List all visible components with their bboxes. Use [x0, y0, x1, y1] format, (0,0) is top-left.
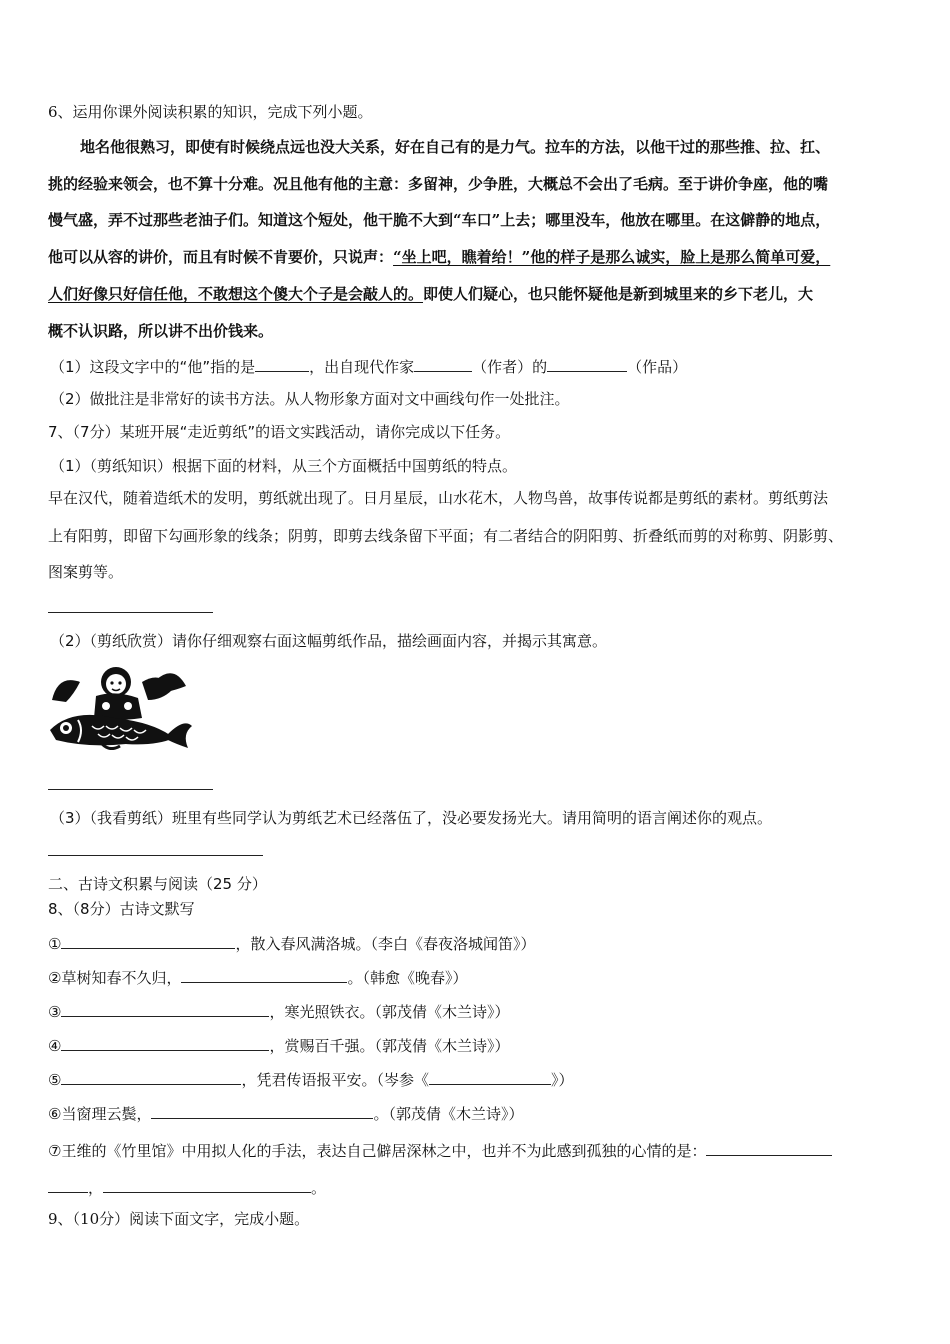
q8-item-text: ⑥当窗理云鬓， — [48, 1105, 152, 1123]
answer-line[interactable] — [48, 855, 263, 856]
q8-heading: 8、（8分）古诗文默写 — [48, 900, 195, 918]
q8-item-3 — [48, 1000, 509, 1023]
q8-item-text: ，赏赐百千强。（郭茂倩《木兰诗》） — [269, 1037, 510, 1055]
q8-item-text: ⑦王维的《竹里馆》中用拟人化的手法，表达自己僻居深林之中，也并不为此感到孤独的心情的是： — [48, 1142, 707, 1160]
answer-blank[interactable] — [547, 355, 627, 372]
q8-item-2 — [48, 966, 467, 989]
answer-blank[interactable] — [61, 932, 235, 949]
q8-item-text: ，寒光照铁衣。（郭茂倩《木兰诗》） — [269, 1003, 510, 1021]
q7-sub1: （1）（剪纸知识）根据下面的材料，从三个方面概括中国剪纸的特点。 — [50, 457, 518, 475]
q7-sub2: （2）（剪纸欣赏）请你仔细观察右面这幅剪纸作品，描绘画面内容，并揭示其寓意。 — [50, 632, 608, 650]
section2-heading: 二、古诗文积累与阅读（25 分） — [48, 875, 267, 893]
answer-line[interactable] — [48, 789, 213, 790]
q6-heading: 6、运用你课外阅读积累的知识，完成下列小题。 — [48, 103, 373, 121]
q8-item-text: ②草树知春不久归， — [48, 969, 182, 987]
q8-item-text: ⑤ — [48, 1071, 62, 1089]
q6-passage-line — [48, 246, 830, 268]
q6-sub1-text: （作者）的 — [472, 358, 548, 376]
q6-sub1-text: （1）这段文字中的“他”指的是 — [50, 358, 256, 376]
q8-item-text: ， — [88, 1179, 104, 1197]
q6-passage-text: 他可以从容的讲价，而且有时候不肯要价，只说声： — [48, 248, 394, 266]
papercut-fish-child-icon — [44, 660, 194, 750]
q7-material-line: 图案剪等。 — [48, 563, 124, 581]
q9-heading: 9、（10分）阅读下面文字，完成小题。 — [48, 1210, 310, 1228]
answer-blank[interactable] — [255, 355, 309, 372]
answer-blank[interactable] — [48, 1176, 88, 1193]
q8-item-text: 》） — [550, 1071, 574, 1089]
q7-sub3: （3）（我看剪纸）班里有些同学认为剪纸艺术已经落伍了，没必要发扬光大。请用简明的语言阐述你的观点。 — [50, 809, 773, 827]
q6-sub1-text: ，出自现代作家 — [309, 358, 415, 376]
answer-blank[interactable] — [103, 1176, 311, 1193]
answer-blank[interactable] — [706, 1139, 832, 1156]
q6-passage-text: 即使人们疑心，也只能怀疑他是新到城里来的乡下老儿，大 — [423, 285, 814, 303]
q6-underlined-sentence: 人们好像只好信任他，不敢想这个傻大个子是会敲人的。 — [48, 285, 424, 303]
q6-underlined-sentence: “坐上吧，瞧着给！”他的样子是那么诚实，脸上是那么简单可爱， — [393, 248, 831, 266]
q6-sub1-text: （作品） — [627, 358, 688, 376]
q8-item-4 — [48, 1034, 509, 1057]
answer-blank[interactable] — [181, 966, 347, 983]
q8-item-1 — [48, 932, 535, 955]
answer-blank[interactable] — [414, 355, 472, 372]
q8-item-text: ，凭君传语报平安。（岑参《 — [241, 1071, 429, 1089]
q8-item-7 — [48, 1139, 832, 1162]
q6-passage-line: 挑的经验来领会，也不算十分难。况且他有他的主意：多留神，少争胜，大概总不会出了毛病。至于讲价争座，他的嘴 — [48, 175, 829, 193]
q8-item-7-line2 — [48, 1176, 326, 1199]
q6-passage-line: 慢气盛，弄不过那些老油子们。知道这个短处，他干脆不大到“车口”上去；哪里没车，他放在哪里。在这僻静的地点， — [48, 211, 831, 229]
answer-blank[interactable] — [151, 1102, 373, 1119]
q8-item-text: ④ — [48, 1037, 62, 1055]
q8-item-text: ③ — [48, 1003, 62, 1021]
answer-blank[interactable] — [61, 1000, 269, 1017]
q8-item-text: 。（郭茂倩《木兰诗》） — [373, 1105, 524, 1123]
q6-passage-line: 概不认识路，所以讲不出价钱来。 — [48, 322, 274, 340]
q8-item-text: 。 — [311, 1179, 327, 1197]
q6-passage-line: 地名他很熟习，即使有时候绕点远也没大关系，好在自己有的是力气。拉车的方法，以他干过的那些推、拉、扛、 — [80, 138, 831, 156]
q8-item-5 — [48, 1068, 573, 1091]
answer-blank[interactable] — [61, 1034, 269, 1051]
q6-passage-line — [48, 283, 813, 305]
q6-sub2: （2）做批注是非常好的读书方法。从人物形象方面对文中画线句作一处批注。 — [50, 390, 570, 408]
q7-material-line: 上有阳剪，即留下勾画形象的线条；阴剪，即剪去线条留下平面；有二者结合的阴阳剪、折叠纸而剪的对称剪、阴影剪、 — [48, 527, 844, 545]
answer-blank[interactable] — [61, 1068, 241, 1085]
q7-heading: 7、（7分）某班开展“走近剪纸”的语文实践活动，请你完成以下任务。 — [48, 423, 511, 441]
q8-item-6 — [48, 1102, 523, 1125]
q8-item-text: ① — [48, 935, 62, 953]
answer-blank[interactable] — [429, 1068, 551, 1085]
q8-item-text: ，散入春风满洛城。（李白《春夜洛城闻笛》） — [235, 935, 536, 953]
q8-item-text: 。（韩愈《晚春》） — [347, 969, 468, 987]
q7-material-line: 早在汉代，随着造纸术的发明，剪纸就出现了。日月星辰，山水花木，人物鸟兽，故事传说都是剪纸的素材。剪纸剪法 — [48, 489, 829, 507]
answer-line[interactable] — [48, 612, 213, 613]
q6-sub1 — [50, 355, 687, 378]
